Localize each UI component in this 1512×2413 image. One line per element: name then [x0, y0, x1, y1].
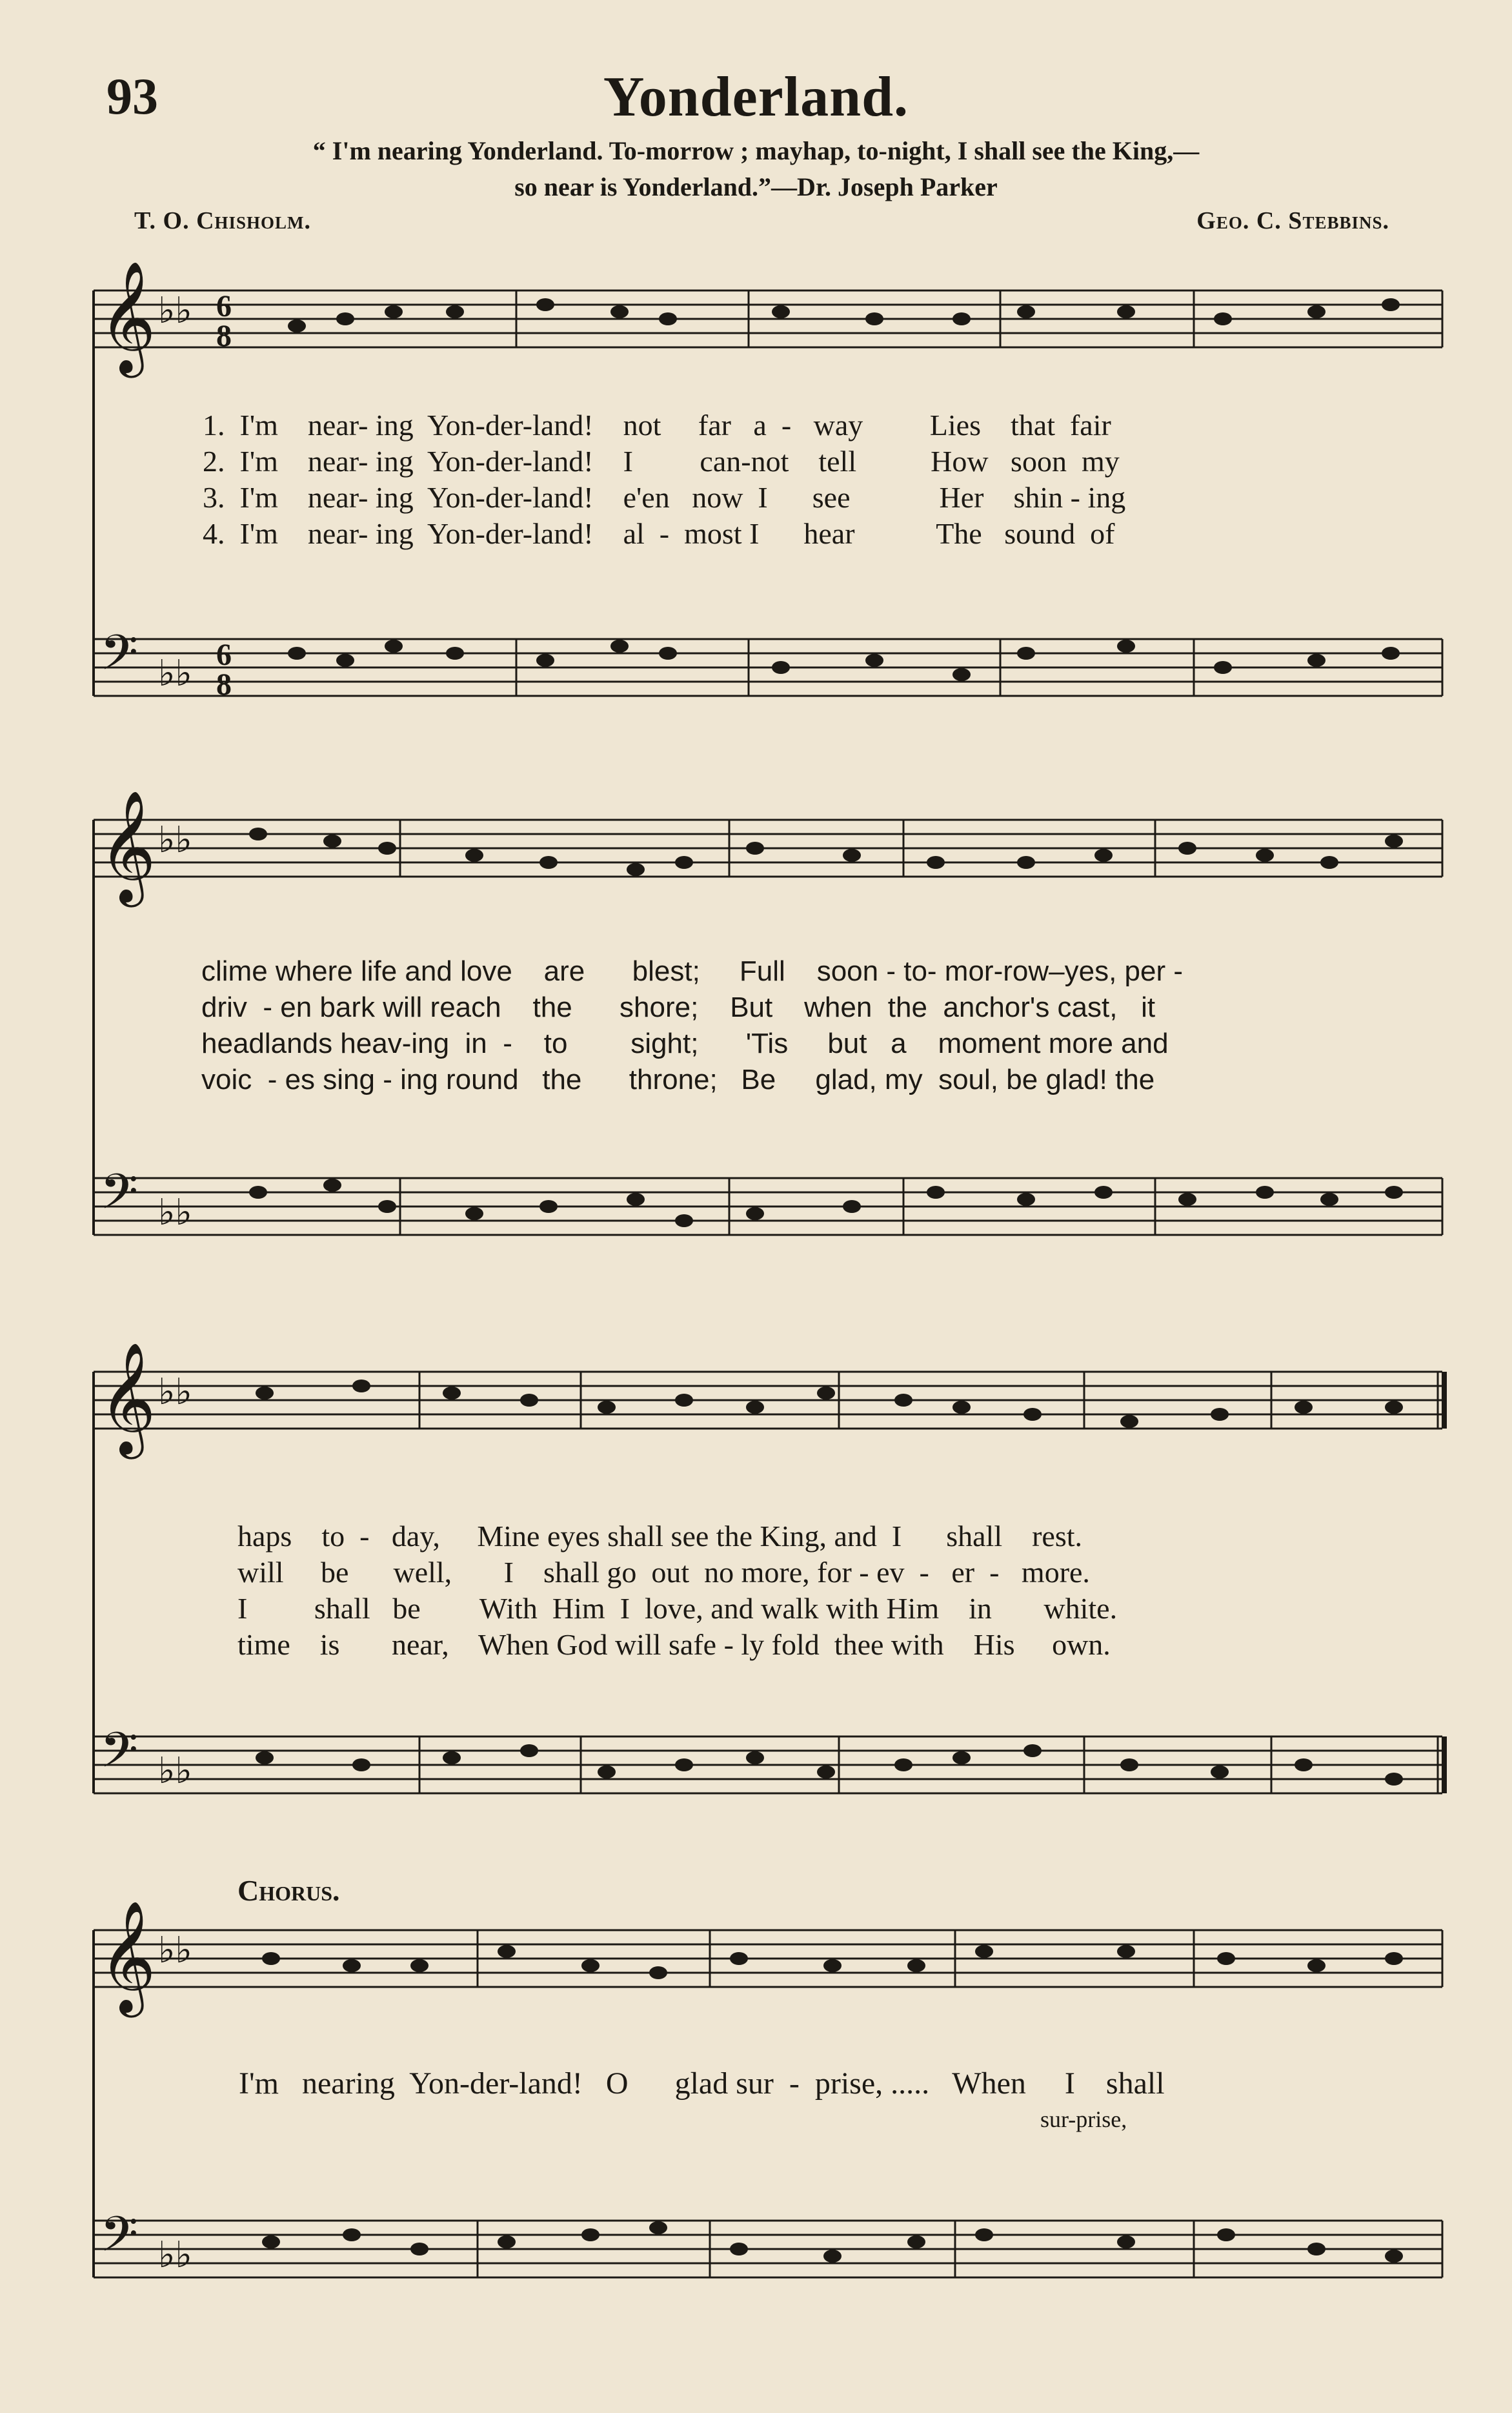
svg-text:6: 6: [216, 289, 232, 323]
svg-text:♭♭: ♭♭: [158, 1750, 192, 1792]
chorus-echo-text: sur-prise,: [1040, 2106, 1127, 2132]
svg-text:6: 6: [216, 638, 232, 672]
svg-text:8: 8: [216, 319, 232, 353]
svg-text:♭♭: ♭♭: [158, 2234, 192, 2276]
svg-text:𝄞: 𝄞: [99, 790, 156, 902]
system-3-bass-staff: [94, 1722, 1442, 1793]
epigraph-line-2: so near is Yonderland.”—Dr. Joseph Parker: [514, 172, 998, 201]
verse-lyric-line: driv - en bark will reach the shore; But when the anchor's cast, it: [201, 992, 1156, 1023]
hymn-number: 93: [106, 68, 158, 125]
verse-lyric-line: headlands heav-ing in - to sight; 'Tis but a moment more and: [201, 1028, 1169, 1059]
verse-lyric-line: 4. I'm near- ing Yon-der-land! al - most I hear The sound of: [203, 517, 1115, 550]
svg-text:𝄢: 𝄢: [100, 624, 139, 693]
verse-lyric-line: 1. I'm near- ing Yon-der-land! not far a - way Lies that fair: [203, 409, 1111, 442]
epigraph-line-1: “ I'm nearing Yonderland. To-morrow ; mayhap, to-night, I shall see the King,—: [312, 136, 1200, 165]
chorus-label: Chorus.: [237, 1874, 340, 1907]
system-3-treble-staff: [94, 1342, 1442, 1460]
svg-text:𝄞: 𝄞: [99, 1342, 156, 1454]
system-1-treble-staff: [94, 261, 1442, 378]
svg-text:♭♭: ♭♭: [158, 1371, 192, 1413]
chorus-lyric-line: I'm nearing Yon-der-land! O glad sur - prise, ..... When I shall: [239, 2066, 1165, 2101]
chorus-treble-staff: [94, 1900, 1442, 2018]
system-2-bass-staff: [94, 1163, 1442, 1235]
verse-lyric-line: clime where life and love are blest; Full soon - to- mor-row–yes, per -: [201, 955, 1183, 987]
verse-lyric-line: haps to - day, Mine eyes shall see the King, and I shall rest.: [237, 1520, 1083, 1553]
svg-text:♭♭: ♭♭: [158, 653, 192, 695]
system-1-bass-staff: [94, 624, 1442, 702]
verse-lyric-line: I shall be With Him I love, and walk with Him in white.: [237, 1592, 1118, 1625]
svg-text:8: 8: [216, 667, 232, 702]
svg-text:𝄢: 𝄢: [100, 1163, 139, 1232]
verse-lyric-line: 3. I'm near- ing Yon-der-land! e'en now I see Her shin - ing: [203, 481, 1126, 514]
svg-text:𝄢: 𝄢: [100, 1722, 139, 1791]
verse-lyric-line: will be well, I shall go out no more, for - ev - er - more.: [237, 1556, 1090, 1589]
words-credit: T. O. Chisholm.: [134, 207, 312, 234]
svg-text:𝄢: 𝄢: [100, 2206, 139, 2275]
verse-lyric-line: time is near, When God will safe - ly fold thee with His own.: [237, 1628, 1111, 1661]
svg-text:♭♭: ♭♭: [158, 290, 192, 332]
svg-text:𝄞: 𝄞: [99, 261, 156, 373]
chorus-bass-staff: [94, 2206, 1442, 2277]
music-credit: Geo. C. Stebbins.: [1196, 207, 1389, 234]
hymn-title: Yonderland.: [603, 66, 909, 128]
verse-lyric-line: 2. I'm near- ing Yon-der-land! I can-not tell How soon my: [203, 445, 1120, 478]
verse-lyric-line: voic - es sing - ing round the throne; Be glad, my soul, be glad! the: [201, 1064, 1155, 1095]
svg-text:♭♭: ♭♭: [158, 1929, 192, 1971]
svg-text:♭♭: ♭♭: [158, 819, 192, 861]
svg-text:♭♭: ♭♭: [158, 1192, 192, 1234]
svg-text:𝄞: 𝄞: [99, 1900, 156, 2013]
system-2-treble-staff: [94, 790, 1442, 908]
